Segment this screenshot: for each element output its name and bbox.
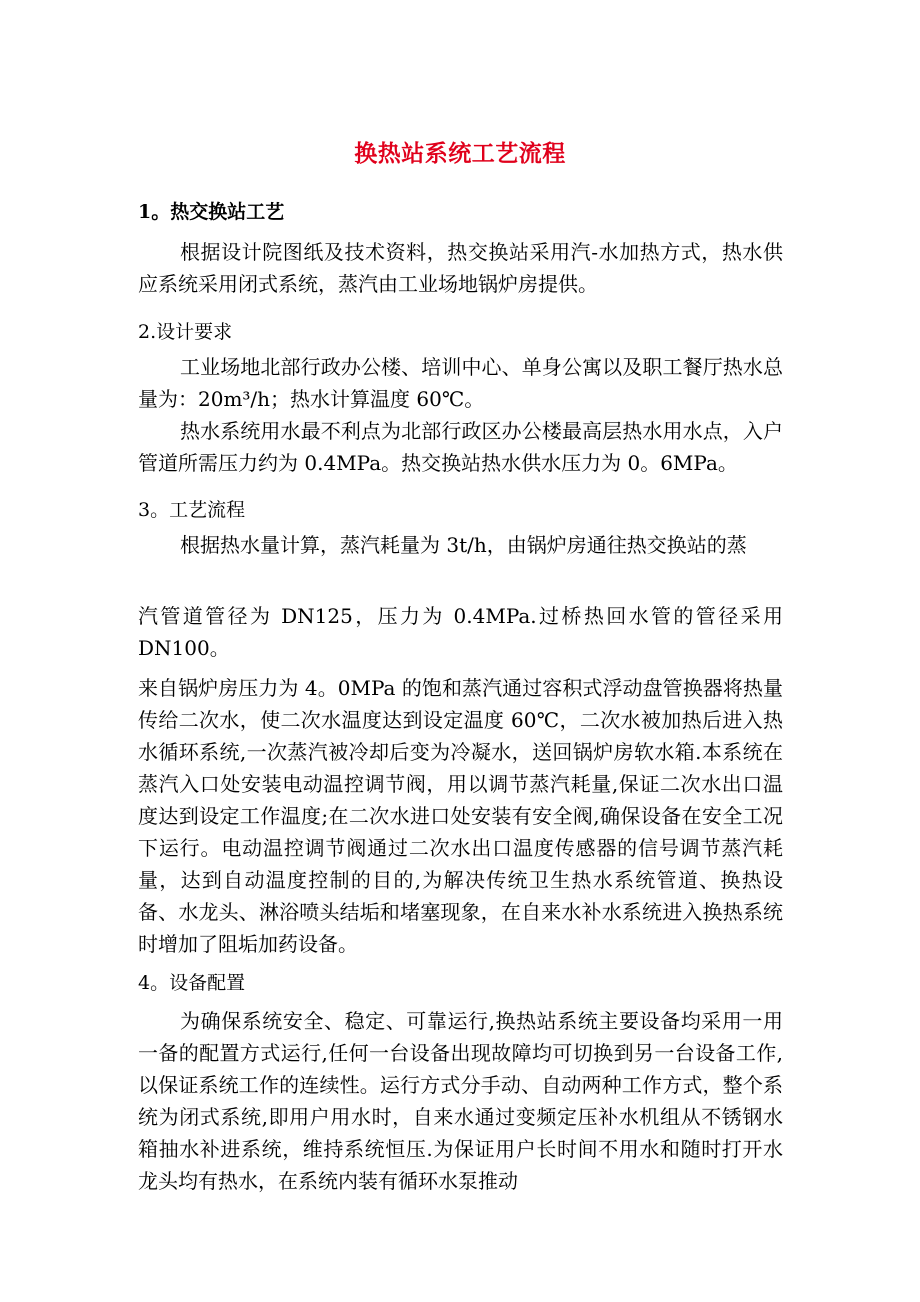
section-4-paragraph: 为确保系统安全、稳定、可靠运行,换热站系统主要设备均采用一用一备的配置方式运行,任何一台设备出现故障均可切换到另一台设备工作,以保证系统工作的连续性。运行方式分手动、自动两种工作方式，整个系统为闭式系统,即用户用水时，自来水通过变频定压补水机组从不锈钢水箱抽水补进系统，维持系统恒压.为保证用户长时间不用水和随时打开水龙头均有热水，在系统内装有循环水泵推动 xyxy=(138,1009,783,1193)
section-2-paragraph-2: 热水系统用水最不利点为北部行政区办公楼最高层热水用水点，入户管道所需压力约为 0.4MPa。热交换站热水供水压力为 0。6MPa。 xyxy=(138,419,783,475)
section-1-paragraph: 根据设计院图纸及技术资料，热交换站采用汽-水加热方式，热水供应系统采用闭式系统，蒸汽由工业场地锅炉房提供。 xyxy=(138,240,783,296)
section-3-paragraph-2: 汽管道管径为 DN125，压力为 0.4MPa.过桥热回水管的管径采用 DN100。 xyxy=(138,604,783,660)
section-2-heading: 2.设计要求 xyxy=(138,321,233,343)
document-title: 换热站系统工艺流程 xyxy=(354,140,566,167)
section-1-heading: 1。热交换站工艺 xyxy=(138,201,285,223)
section-3-paragraph-3: 来自锅炉房压力为 4。0MPa 的饱和蒸汽通过容积式浮动盘管换器将热量传给二次水，使二次水温度达到设定温度 60℃，二次水被加热后进入热水循环系统,一次蒸汽被冷却后变为冷凝水，送回锅炉房软水箱.本系统在蒸汽入口处安装电动温控调节阀，用以调节蒸汽耗量,保证二次水出口温度达到设定工作温度;在二次水进口处安装有安全阀,确保设备在安全工况下运行。电动温控调节阀通过二次水出口温度传感器的信号调节蒸汽耗量，达到自动温度控制的目的,为解决传统卫生热水系统管道、换热设备、水龙头、淋浴喷头结垢和堵塞现象，在自来水补水系统进入换热系统时增加了阻垢加药设备。 xyxy=(138,676,783,956)
section-3-heading: 3。工艺流程 xyxy=(138,499,246,521)
section-4-heading: 4。设备配置 xyxy=(138,972,246,994)
section-3-paragraph-1: 根据热水量计算，蒸汽耗量为 3t/h，由锅炉房通往热交换站的蒸 xyxy=(180,533,747,557)
section-2-paragraph-1: 工业场地北部行政办公楼、培训中心、单身公寓以及职工餐厅热水总量为：20m³/h；热水计算温度 60℃。 xyxy=(138,355,783,411)
